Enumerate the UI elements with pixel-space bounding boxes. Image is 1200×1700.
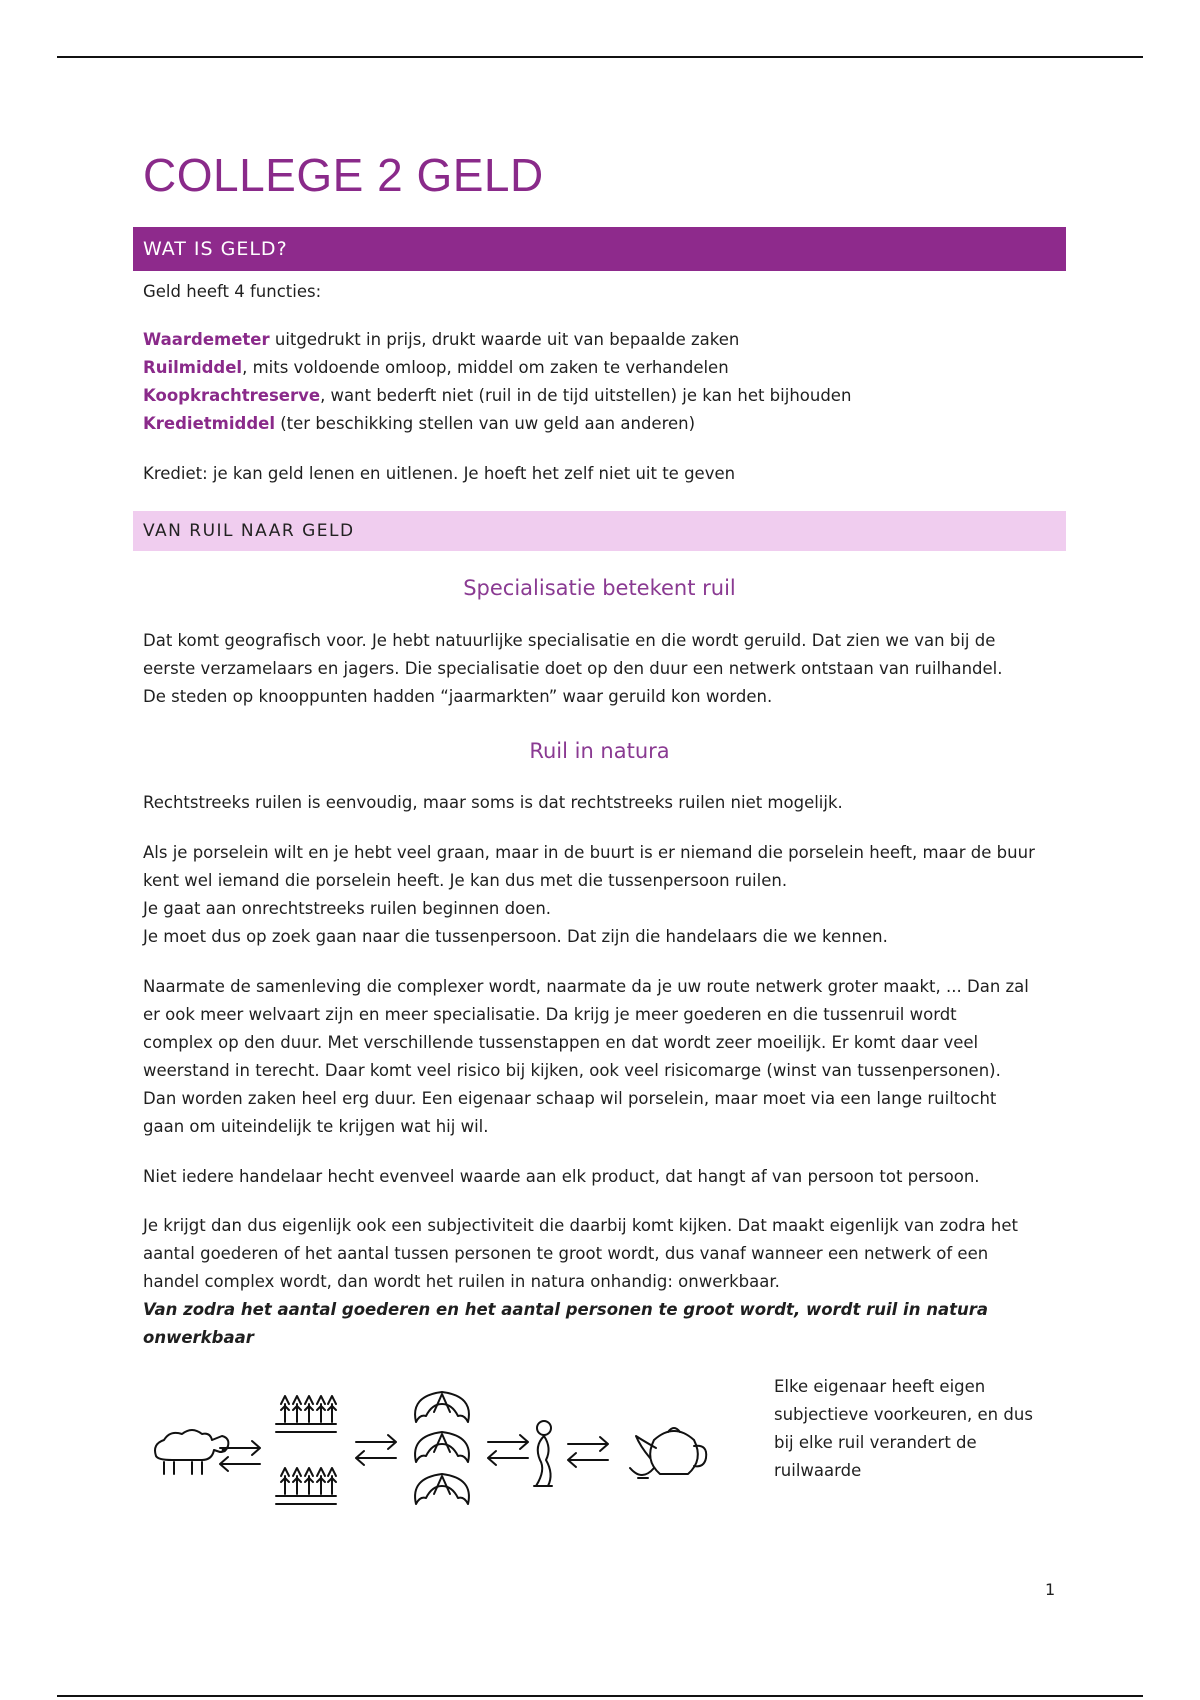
text-line: handel complex wordt, dan wordt het ruilen in natura onhandig: onwerkbaar. — [143, 1272, 780, 1291]
swap-arrows-icon — [220, 1441, 260, 1471]
text-line: Je gaat aan onrechtstreeks ruilen beginnen doen. — [143, 899, 552, 918]
function-desc: , mits voldoende omloop, middel om zaken te verhandelen — [242, 358, 729, 377]
function-item — [143, 382, 1063, 410]
text-line: Als je porselein wilt en je hebt veel graan, maar in de buurt is er niemand die porselein heeft, maar de buur — [143, 843, 1035, 862]
bold-conclusion: Van zodra het aantal goederen en het aantal personen te groot wordt, wordt ruil in natura — [143, 1300, 988, 1319]
section-heading-wat-is-geld: WAT IS GELD? — [133, 227, 1066, 271]
swap-arrows-icon — [568, 1437, 608, 1467]
sheep-icon — [155, 1430, 228, 1474]
functions-list — [143, 326, 1063, 438]
krediet-text: Krediet: je kan geld lenen en uitlenen. Je hoeft het zelf niet uit te geven — [143, 464, 736, 483]
bold-conclusion: onwerkbaar — [143, 1328, 254, 1347]
function-desc: (ter beschikking stellen van uw geld aan anderen) — [274, 414, 696, 433]
swap-arrows-icon — [488, 1435, 528, 1465]
paragraph-rechtstreeks — [143, 789, 1063, 817]
header-rule — [57, 56, 1143, 58]
text-line: Niet iedere handelaar hecht evenveel waarde aan elk product, dat hangt af van persoon tot persoon. — [143, 1167, 980, 1186]
footer-rule — [57, 1695, 1143, 1697]
person-icon — [534, 1421, 552, 1486]
text-line: Je moet dus op zoek gaan naar die tussenpersoon. Dat zijn die handelaars die we kennen. — [143, 927, 888, 946]
paragraph-handelaar — [143, 1163, 1063, 1191]
wheat-icon — [276, 1396, 336, 1504]
text-line: Dan worden zaken heel erg duur. Een eigenaar schaap wil porselein, maar moet via een lange ruiltocht — [143, 1089, 997, 1108]
function-term: Ruilmiddel — [143, 358, 243, 377]
teapot-icon — [630, 1428, 706, 1478]
function-item — [143, 354, 1063, 382]
function-term: Kredietmiddel — [143, 414, 275, 433]
section-heading-van-ruil-naar-geld: VAN RUIL NAAR GELD — [133, 511, 1066, 551]
text-line: Elke eigenaar heeft eigen — [774, 1377, 986, 1396]
text-line: Je krijgt dan dus eigenlijk ook een subjectiviteit die daarbij komt kijken. Dat maakt eigenlijk van zodra het — [143, 1216, 1018, 1235]
intro-text: Geld heeft 4 functies: — [143, 282, 322, 301]
function-desc: , want bederft niet (ruil in de tijd uitstellen) je kan het bijhouden — [320, 386, 852, 405]
text-line: kent wel iemand die porselein heeft. Je kan dus met die tussenpersoon ruilen. — [143, 871, 788, 890]
text-line: Naarmate de samenleving die complexer wordt, naarmate da je uw route netwerk groter maakt, ... Dan zal — [143, 977, 1029, 996]
function-term: Koopkrachtreserve — [143, 386, 321, 405]
subheading-ruil-in-natura: Ruil in natura — [529, 739, 670, 763]
text-line: weerstand in terecht. Daar komt veel risico bij kijken, ook veel risicomarge (winst van tussenpersonen). — [143, 1061, 1001, 1080]
function-term: Waardemeter — [143, 330, 270, 349]
text-line: De steden op knooppunten hadden “jaarmarkten” waar geruild kon worden. — [143, 687, 773, 706]
subheading-specialisatie: Specialisatie betekent ruil — [463, 576, 736, 600]
text-line: ruilwaarde — [774, 1461, 862, 1480]
text-line: subjectieve voorkeuren, en dus — [774, 1405, 1033, 1424]
paragraph-specialisatie — [143, 627, 1063, 711]
text-line: aantal goederen of het aantal tussen personen te groot wordt, dus vanaf wanneer een netwerk of een — [143, 1244, 989, 1263]
function-item — [143, 410, 1063, 438]
text-line: gaan om uiteindelijk te krijgen wat hij wil. — [143, 1117, 489, 1136]
page-number: 1 — [1045, 1580, 1056, 1599]
barter-chain-illustration — [148, 1382, 738, 1522]
function-item — [143, 326, 1063, 354]
paragraph-porselein — [143, 839, 1063, 951]
text-line: complex op den duur. Met verschillende tussenstappen en dat wordt zeer moeilijk. Er komt daar veel — [143, 1033, 979, 1052]
sidebar-note — [774, 1373, 1064, 1485]
text-line: eerste verzamelaars en jagers. Die specialisatie doet op den duur een netwerk ontstaan van ruilhandel. — [143, 659, 1003, 678]
paragraph-subjectiviteit — [143, 1212, 1063, 1352]
text-line: Dat komt geografisch voor. Je hebt natuurlijke specialisatie en die wordt geruild. Dat zien we van bij de — [143, 631, 996, 650]
text-line: er ook meer welvaart zijn en meer specialisatie. Da krijg je meer goederen en die tussenruil wordt — [143, 1005, 957, 1024]
swap-arrows-icon — [356, 1435, 396, 1465]
croissant-icon — [415, 1392, 469, 1504]
page-title: COLLEGE 2 GELD — [143, 149, 544, 201]
function-desc: uitgedrukt in prijs, drukt waarde uit van bepaalde zaken — [269, 330, 740, 349]
text-line: bij elke ruil verandert de — [774, 1433, 977, 1452]
text-line: Rechtstreeks ruilen is eenvoudig, maar soms is dat rechtstreeks ruilen niet mogelijk. — [143, 793, 843, 812]
paragraph-samenleving — [143, 973, 1063, 1141]
